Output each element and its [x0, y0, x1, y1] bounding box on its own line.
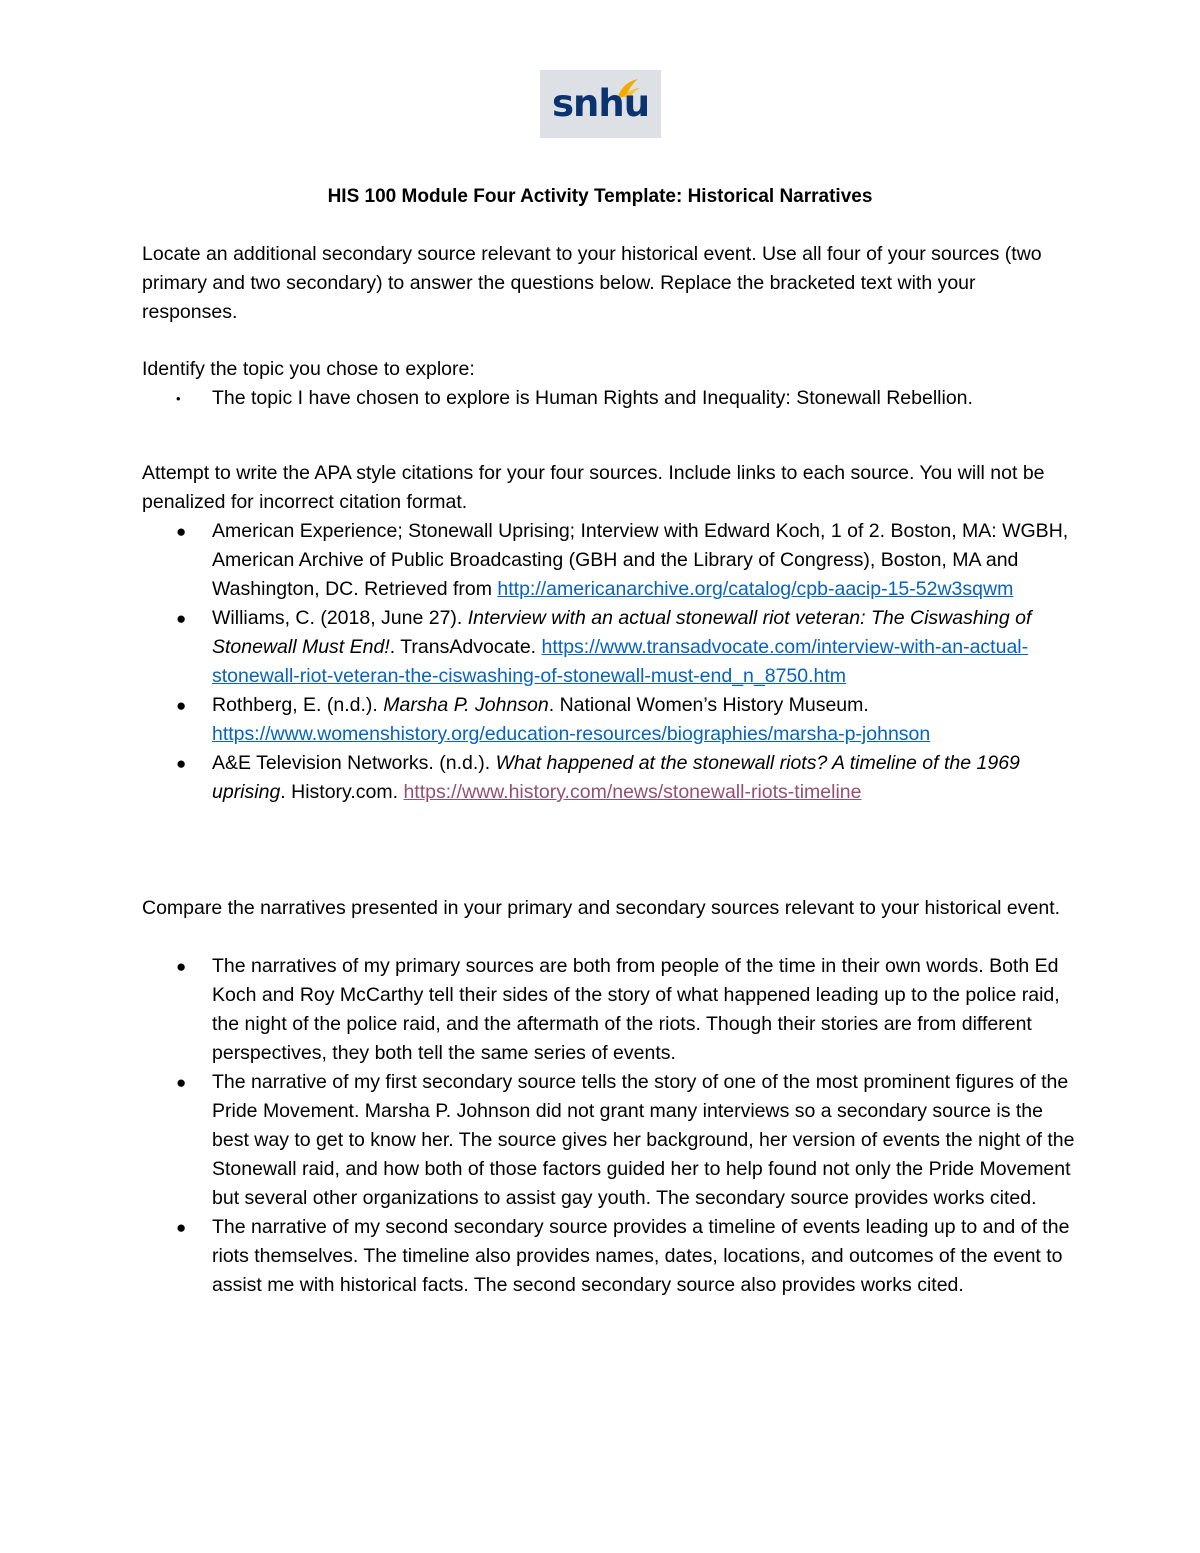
citation-item	[142, 749, 1082, 807]
logo-wordmark: snhu	[552, 82, 650, 125]
citation-publisher: . TransAdvocate.	[389, 636, 537, 658]
compare-text: The narrative of my first secondary source tells the story of one of the most prominent figures of the Pride Movement. Marsha P. Johnson did not grant many interviews so a secondary source is the best way to get to know her. The source gives her background, her version of events the night of the Stonewall raid, and how both of those factors guided her to help found not only the Pride Movement but several other organizations to assist gay youth. The secondary source provides works cited.	[212, 1071, 1075, 1209]
topic-list	[142, 384, 1082, 413]
compare-text: The narrative of my second secondary source provides a timeline of events leading up to and of the riots themselves. The timeline also provides names, dates, locations, and outcomes of the event to assist me with historical facts. The second secondary source also provides works cited.	[212, 1216, 1070, 1296]
citation-title: Interview with an actual stonewall riot veteran: The Ciswashing of Stonewall Must End!	[212, 607, 1032, 658]
bullet-icon: ●	[176, 1218, 187, 1237]
compare-text: The narratives of my primary sources are both from people of the time in their own words. Both Ed Koch and Roy McCarthy tell their sides of the story of what happened leading up to the police raid, the night of the police raid, and the aftermath of the riots. Though their stories are from different perspectives, they both tell the same series of events.	[212, 955, 1060, 1064]
compare-prompt: Compare the narratives presented in your primary and secondary sources relevant to your historical event.	[142, 897, 1061, 919]
bullet-icon: ●	[176, 609, 187, 628]
citation-item	[142, 691, 1082, 749]
citation-title: Marsha P. Johnson	[383, 694, 549, 716]
page-title: HIS 100 Module Four Activity Template: Historical Narratives	[327, 186, 873, 207]
compare-list	[142, 952, 1082, 1300]
citations-list	[142, 517, 1082, 807]
intro-paragraph: Locate an additional secondary source relevant to your historical event. Use all four of your sources (two primary and two secondary) to answer the questions below. Replace the bracketed text with your responses.	[142, 243, 1042, 323]
list-item	[142, 1068, 1082, 1213]
list-item	[142, 1213, 1082, 1300]
citation-author: Rothberg, E. (n.d.).	[212, 694, 384, 716]
citations-prompt: Attempt to write the APA style citations for your four sources. Include links to each source. You will not be penalized for incorrect citation format.	[142, 462, 1045, 513]
citation-item	[142, 517, 1082, 604]
bullet-icon: ●	[176, 696, 187, 715]
citation-text: American Experience; Stonewall Uprising; Interview with Edward Koch, 1 of 2. Boston, MA: WGBH, American Archive of Public Broadcasting (GBH and the Library of Congress), Boston, MA and Washington, DC. Retrieved from	[212, 520, 1069, 600]
citation-link[interactable]: https://www.womenshistory.org/education-resources/biographies/marsha-p-johnson	[212, 723, 931, 745]
citation-author: Williams, C. (2018, June 27).	[212, 607, 468, 629]
bullet-icon: •	[176, 391, 181, 406]
citation-author: A&E Television Networks. (n.d.).	[212, 752, 496, 774]
citation-publisher: . History.com.	[280, 781, 404, 803]
citation-link[interactable]: https://www.history.com/news/stonewall-riots-timeline	[403, 781, 862, 803]
bullet-icon: ●	[176, 522, 187, 541]
bullet-icon: ●	[176, 957, 187, 976]
citation-item	[142, 604, 1082, 691]
citation-link[interactable]: https://www.transadvocate.com/interview-with-an-actual-stonewall-riot-veteran-the-ciswashing-of-stonewall-must-end_n_8750.htm	[212, 636, 1029, 687]
list-item	[142, 952, 1082, 1068]
snhu-logo	[540, 70, 661, 138]
citation-link[interactable]: http://americanarchive.org/catalog/cpb-aacip-15-52w3sqwm	[497, 578, 1014, 600]
topic-prompt: Identify the topic you chose to explore:	[142, 358, 475, 380]
list-item	[142, 384, 1082, 413]
citation-title: What happened at the stonewall riots? A timeline of the 1969 uprising	[212, 752, 1020, 803]
bullet-icon: ●	[176, 1073, 187, 1092]
citation-publisher: . National Women’s History Museum.	[548, 694, 869, 716]
bullet-icon: ●	[176, 754, 187, 773]
topic-answer: The topic I have chosen to explore is Human Rights and Inequality: Stonewall Rebellion.	[212, 387, 973, 409]
